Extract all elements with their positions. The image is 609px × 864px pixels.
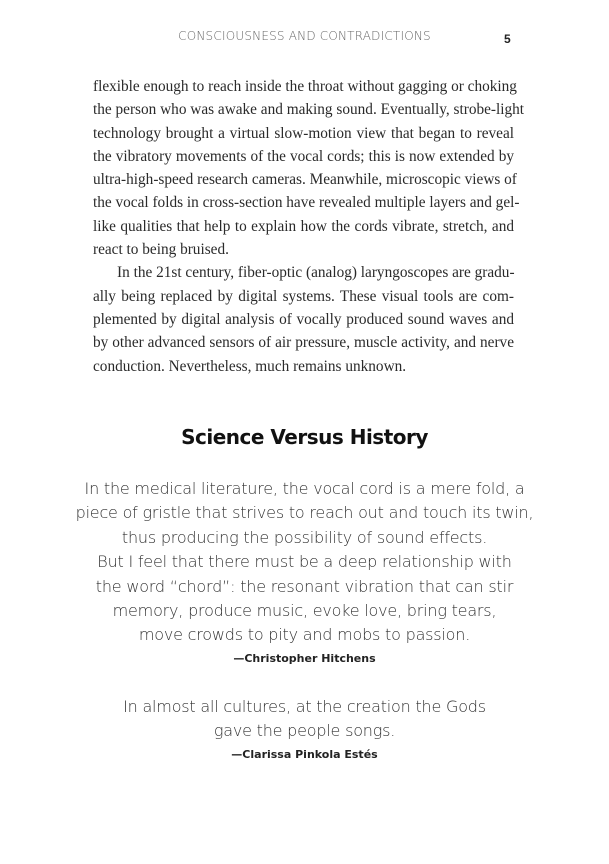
paragraph xyxy=(93,75,525,261)
section-heading: Science Versus History xyxy=(181,425,428,449)
text-line: the person who was awake and making sound. Eventually, strobe-light xyxy=(93,101,525,119)
quote-attribution: —Clarissa Pinkola Estés xyxy=(231,747,378,761)
text-line: ultra-high-speed research cameras. Meanwhile, microscopic views of xyxy=(93,171,517,189)
text-line: ally being replaced by digital systems. These visual tools are com- xyxy=(93,287,514,305)
epigraph-estes xyxy=(0,695,609,766)
quote-line: But I feel that there must be a deep relationship with xyxy=(97,552,512,572)
text-line: conduction. Nevertheless, much remains unknown. xyxy=(93,357,407,375)
text-line: flexible enough to reach inside the throat without gagging or choking xyxy=(93,78,517,95)
quote-attribution: —Christopher Hitchens xyxy=(233,651,376,665)
quote-line: piece of gristle that strives to reach out and touch its twin, xyxy=(75,503,534,523)
text-line: the vocal folds in cross-section have revealed multiple layers and gel- xyxy=(93,194,520,212)
text-line: In the 21st century, fiber-optic (analog) laryngoscopes are gradu- xyxy=(117,264,515,282)
text-line: the vibratory movements of the vocal cords; this is now extended by xyxy=(93,147,514,165)
epigraph-hitchens xyxy=(0,477,609,670)
quote-line: In almost all cultures, at the creation the Gods xyxy=(123,697,486,716)
quote-line: memory, produce music, evoke love, bring tears, xyxy=(112,601,497,621)
quote-line: gave the people songs. xyxy=(213,721,396,741)
text-line: technology brought a virtual slow-motion view that began to reveal xyxy=(93,124,514,142)
quote-line: move crowds to pity and mobs to passion. xyxy=(138,625,471,645)
body-text xyxy=(93,75,525,378)
paragraph xyxy=(93,261,514,377)
text-line: react to being bruised. xyxy=(93,241,229,259)
page-number: 5 xyxy=(504,32,511,46)
quote-line: thus producing the possibility of sound effects. xyxy=(121,527,488,547)
quote-line: the word “chord”: the resonant vibration that can stir xyxy=(95,576,514,596)
text-line: like qualities that help to explain how the cords vibrate, stretch, and xyxy=(93,217,514,235)
text-line: plemented by digital analysis of vocally produced sound waves and xyxy=(93,310,514,328)
quote-line: In the medical literature, the vocal cord is a mere fold, a xyxy=(84,479,525,498)
text-line: by other advanced sensors of air pressure, muscle activity, and nerve xyxy=(93,334,514,352)
running-header: CONSCIOUSNESS AND CONTRADICTIONS xyxy=(178,29,431,43)
